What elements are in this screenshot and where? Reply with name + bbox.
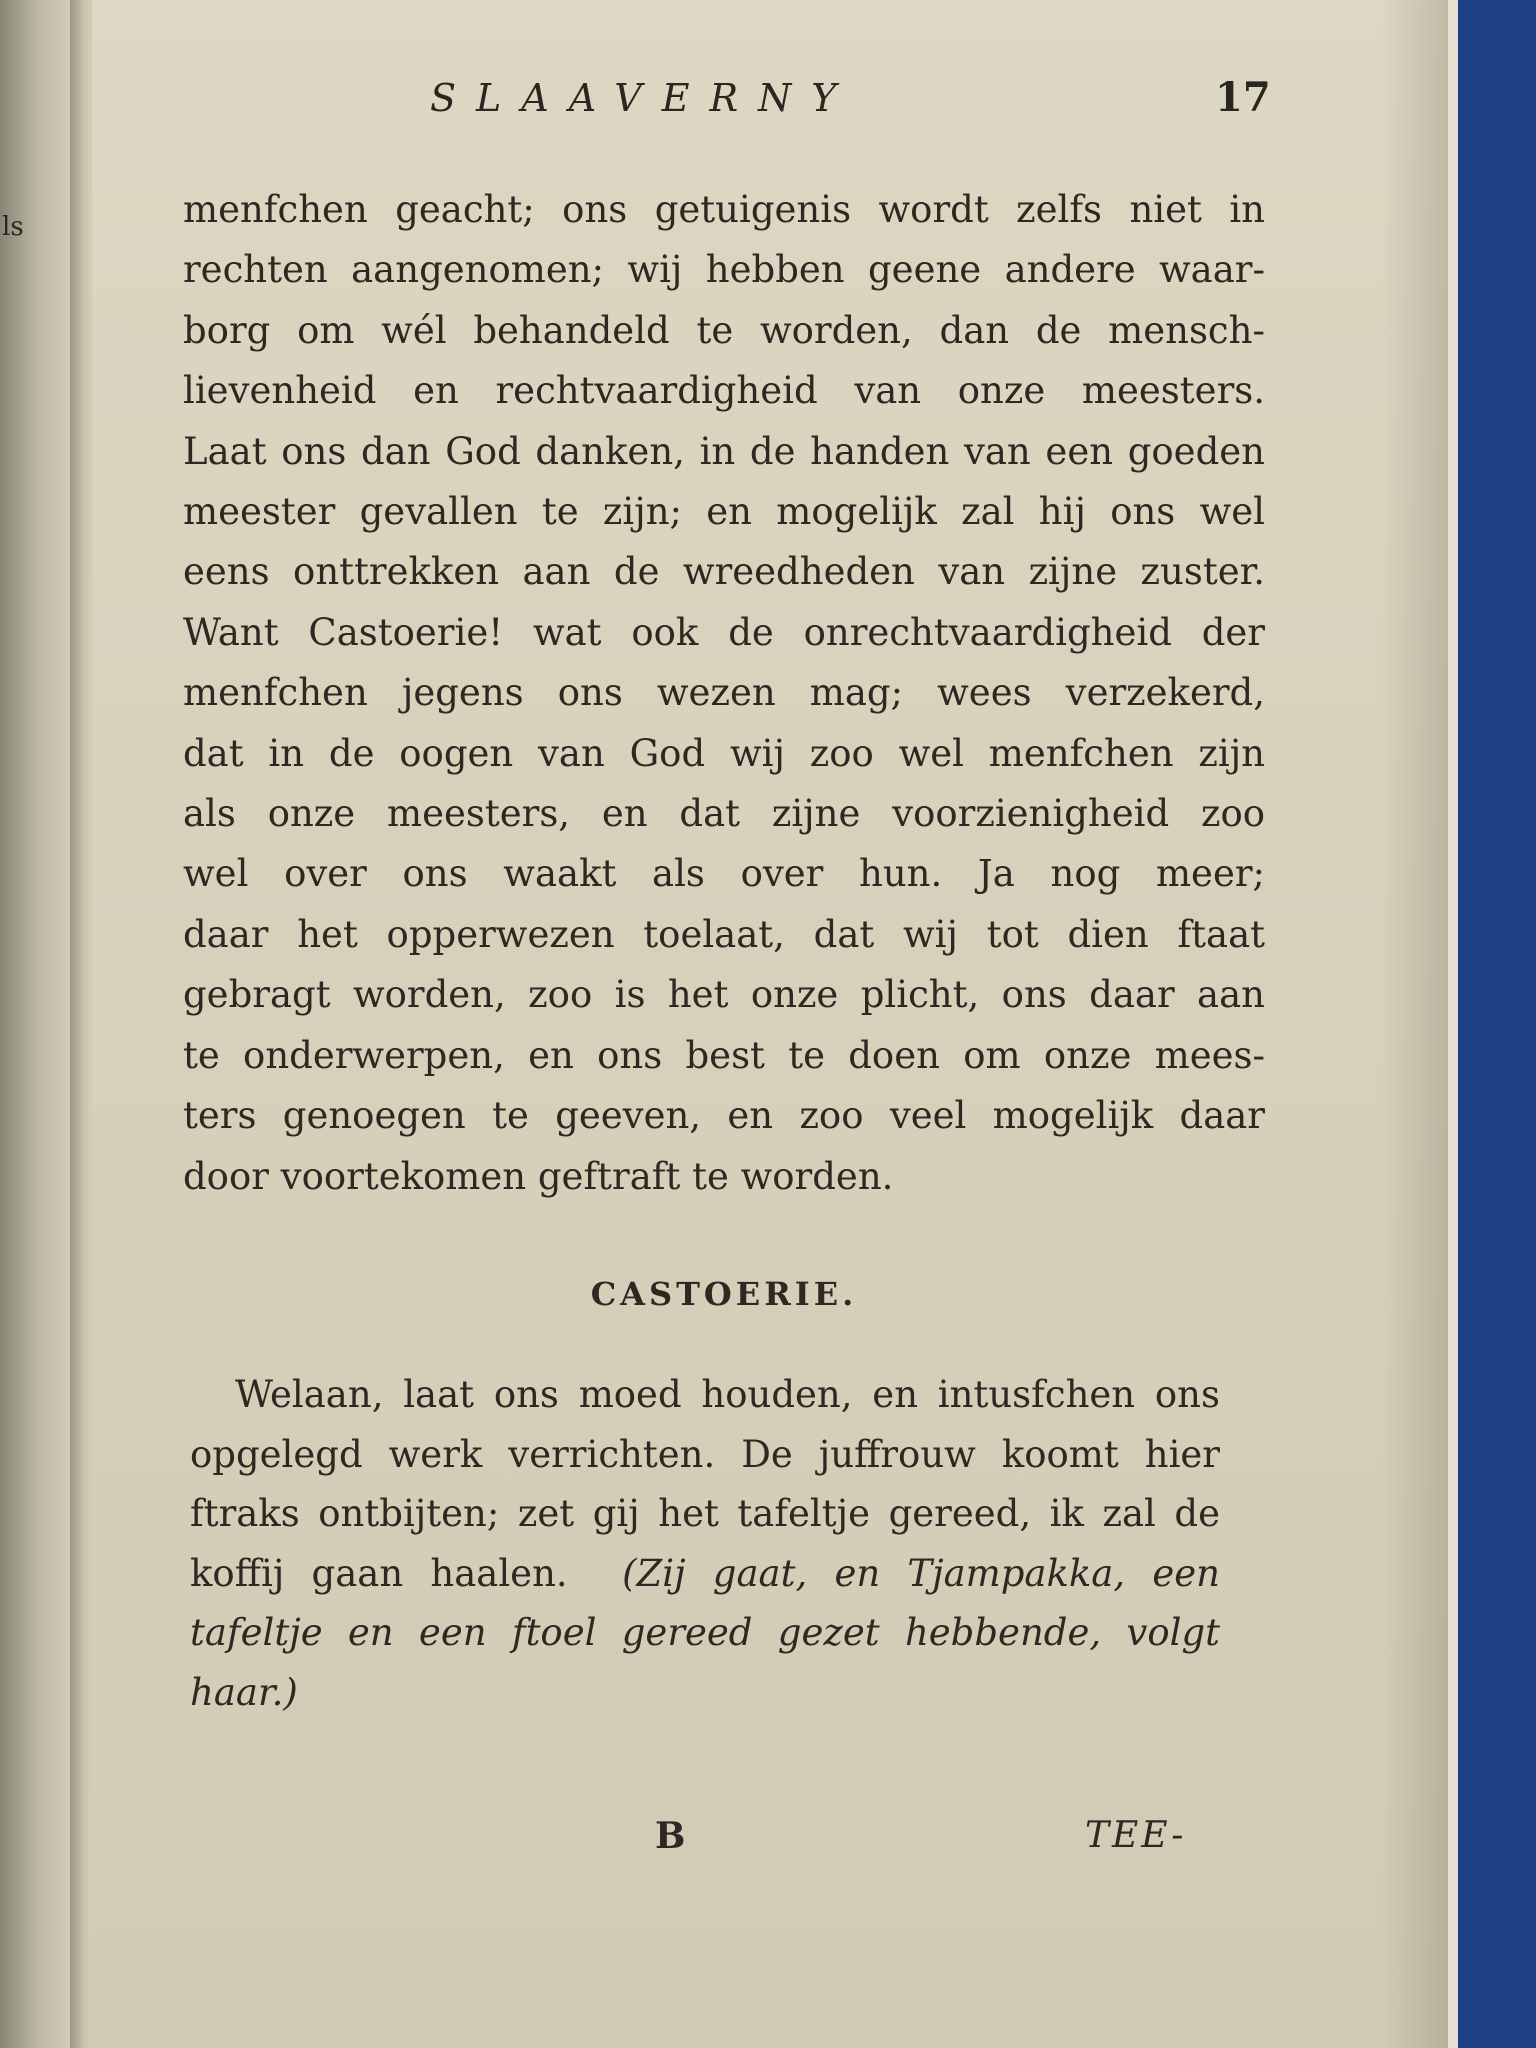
text-line: door voortekomen geftraft te worden. xyxy=(183,1154,894,1198)
page-footer xyxy=(180,1815,1260,1875)
page-shadow xyxy=(1380,0,1448,2048)
signature-mark: B xyxy=(655,1815,686,1857)
text-line: dat in de oogen van God wij zoo wel menfchen zijn xyxy=(183,731,1265,775)
page-header xyxy=(180,62,1271,132)
text-line: Welaan, laat ons moed houden, en intusfchen ons xyxy=(235,1373,1220,1416)
text-segment: koffij gaan haalen. xyxy=(190,1551,568,1595)
text-line: menfchen jegens ons wezen mag; wees verzekerd, xyxy=(183,671,1265,715)
page-edge xyxy=(1448,0,1458,2048)
main-paragraph xyxy=(183,180,1265,1207)
text-line: eens onttrekken aan de wreedheden van zijne zuster. xyxy=(183,550,1265,594)
text-line xyxy=(190,1544,1220,1604)
text-line: als onze meesters, en dat zijne voorzienigheid zoo xyxy=(183,792,1265,836)
page-number: 17 xyxy=(1215,74,1271,121)
stage-direction-line: haar.) xyxy=(190,1670,298,1714)
book-gutter xyxy=(70,0,94,2048)
text-line: gebragt worden, zoo is het onze plicht, ons daar aan xyxy=(183,973,1265,1017)
text-line: opgelegd werk verrichten. De juffrouw koomt hier xyxy=(190,1432,1220,1476)
dialogue-paragraph xyxy=(190,1365,1220,1722)
facing-page-text: ls xyxy=(2,212,24,242)
running-head: SLAAVERNY xyxy=(430,76,857,120)
text-line: ftraks ontbijten; zet gij het tafeltje gereed, ik zal de xyxy=(190,1492,1220,1535)
text-line: lievenheid en rechtvaardigheid van onze meesters. xyxy=(183,369,1265,413)
text-line: meester gevallen te zijn; en mogelijk zal hij ons wel xyxy=(183,490,1265,534)
text-line: Want Castoerie! wat ook de onrechtvaardigheid der xyxy=(183,610,1265,654)
text-line: borg om wél behandeld te worden, dan de mensch- xyxy=(183,308,1265,352)
text-line: ters genoegen te geeven, en zoo veel mogelijk daar xyxy=(183,1094,1265,1138)
text-line: menfchen geacht; ons getuigenis wordt zelfs niet in xyxy=(183,188,1265,231)
text-line: Laat ons dan God danken, in de handen van een goeden xyxy=(183,429,1265,473)
facing-page xyxy=(0,0,70,2048)
text-line: wel over ons waakt als over hun. Ja nog meer; xyxy=(183,852,1265,896)
catchword: TEE- xyxy=(1085,1815,1187,1856)
speaker-name: CASTOERIE. xyxy=(590,1275,858,1313)
text-line: daar het opperwezen toelaat, dat wij tot dien ftaat xyxy=(183,912,1265,956)
text-line: rechten aangenomen; wij hebben geene andere waar- xyxy=(183,248,1265,292)
stage-direction: (Zij gaat, en Tjampakka, een xyxy=(622,1551,1220,1595)
stage-direction-line: tafeltje en een ftoel gereed gezet hebbende, volgt xyxy=(190,1611,1220,1654)
text-line: te onderwerpen, en ons best te doen om onze mees- xyxy=(183,1033,1265,1077)
